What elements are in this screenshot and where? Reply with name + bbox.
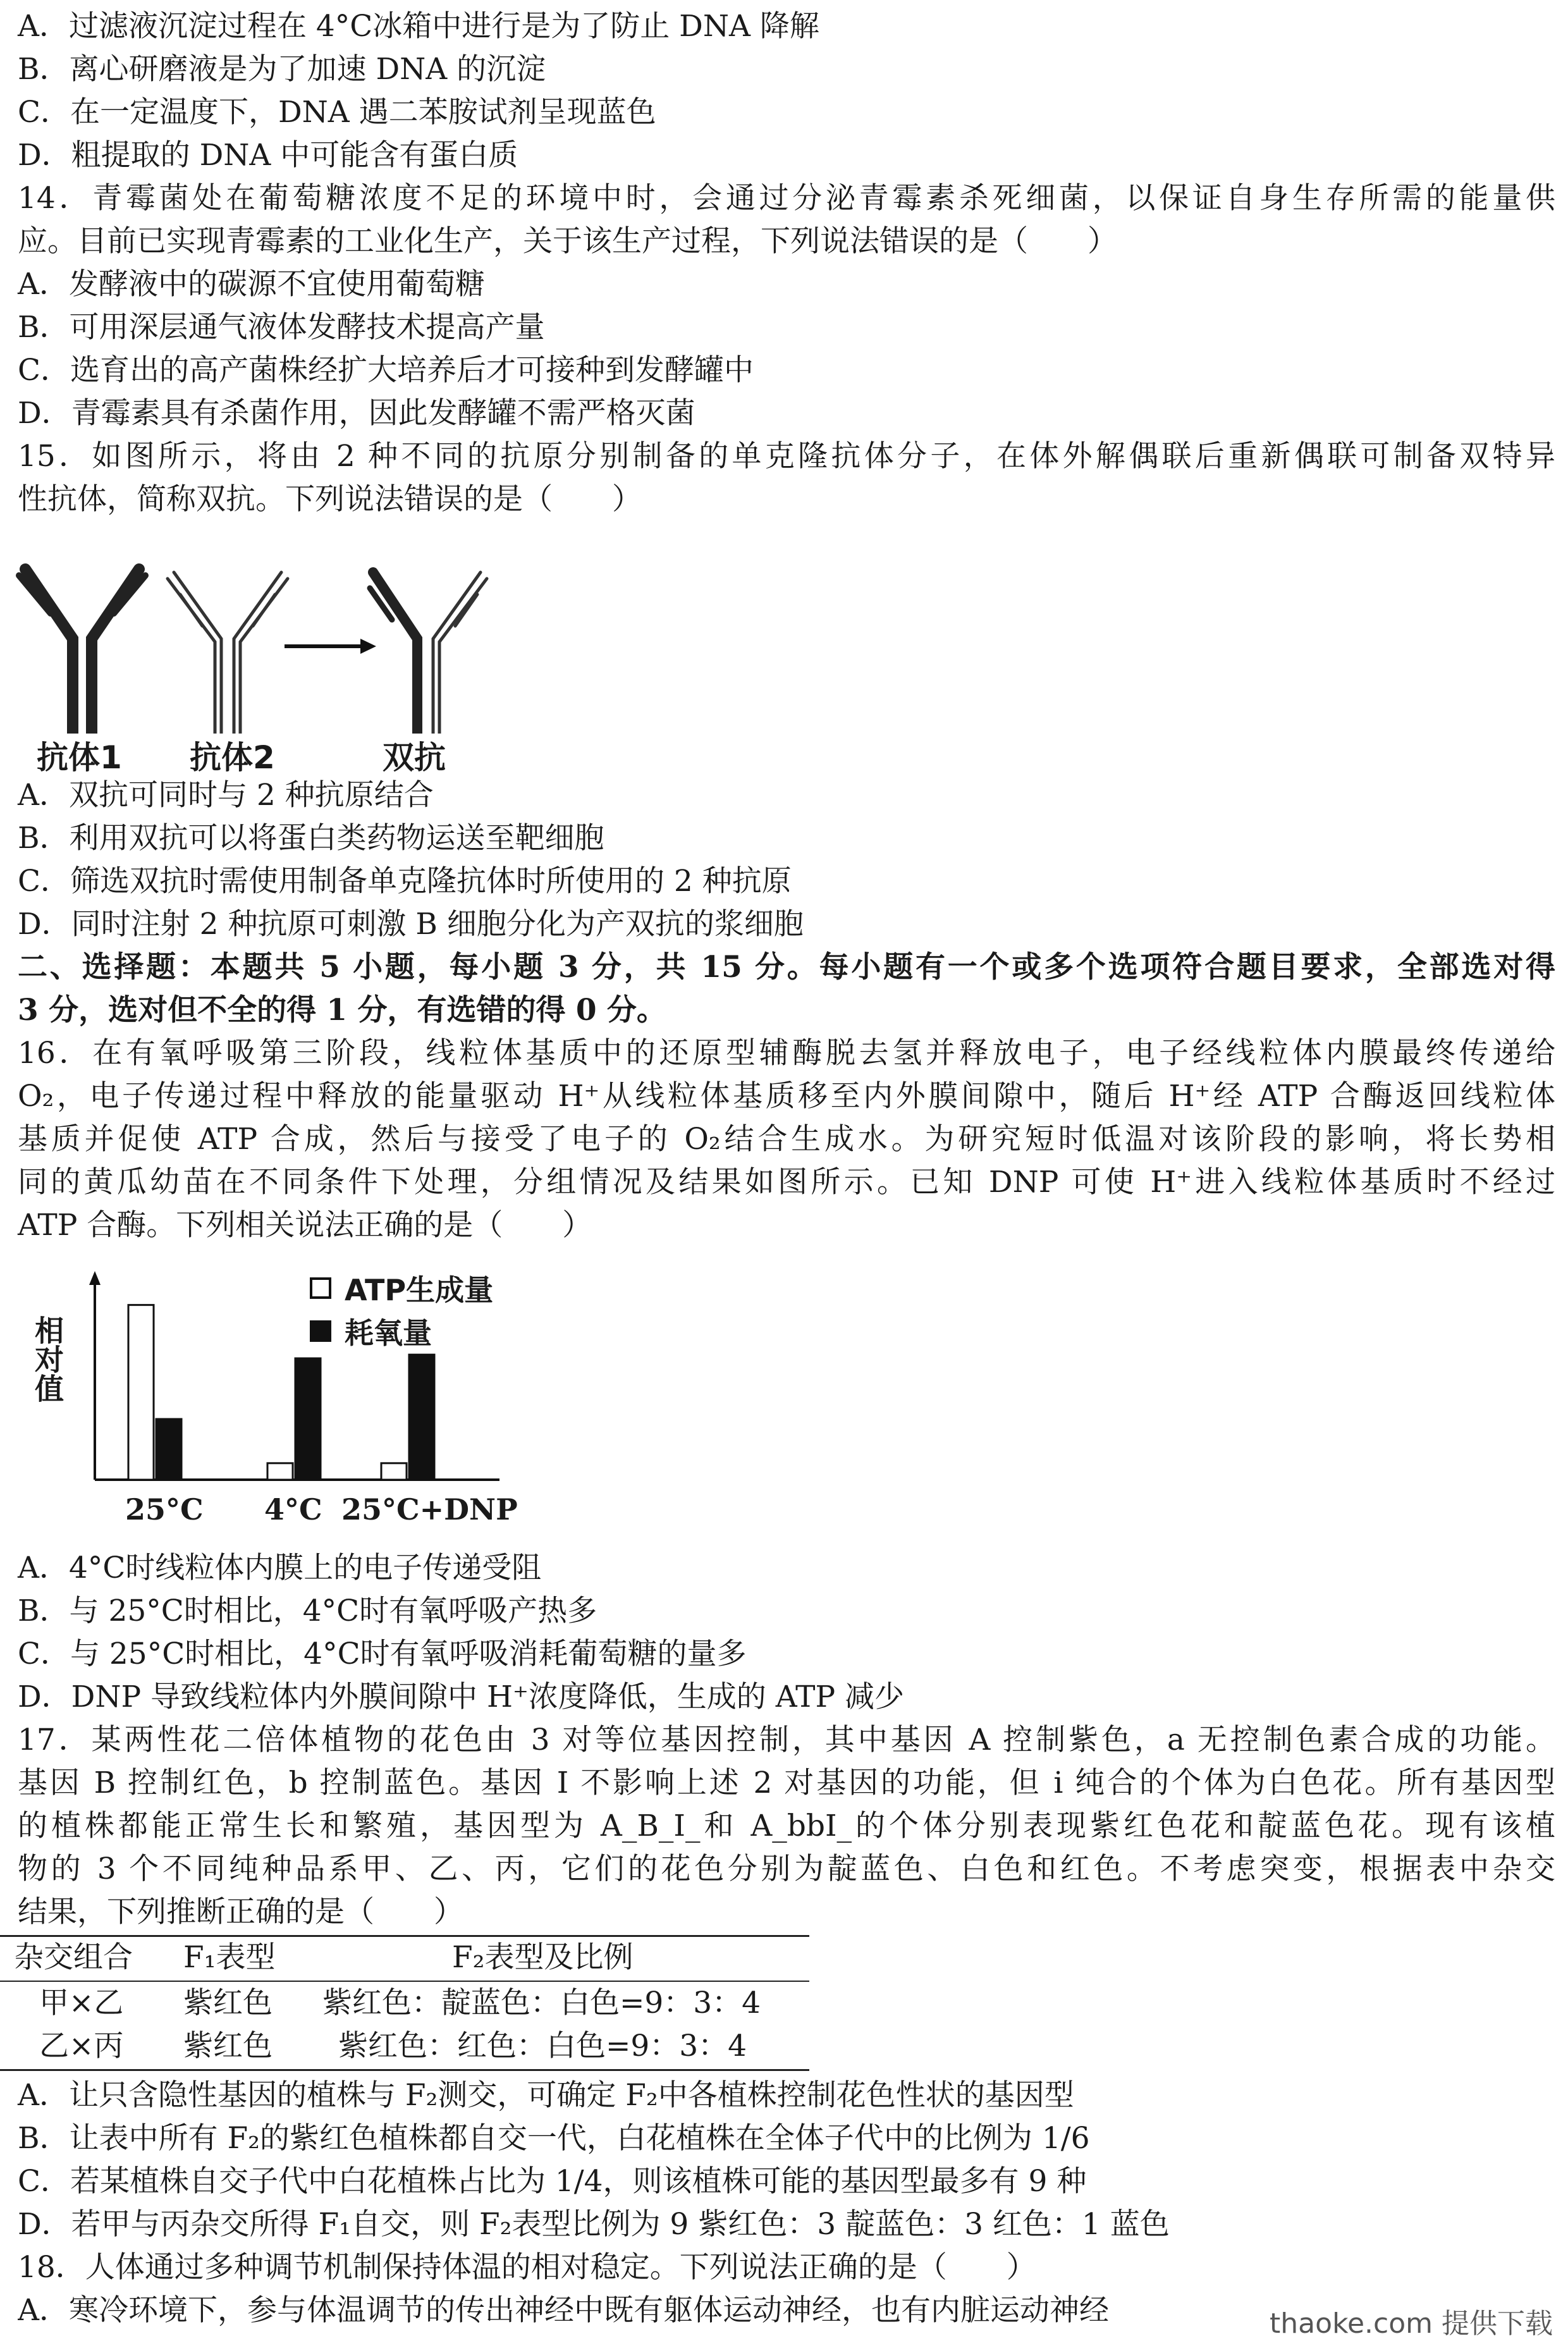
q13-option-b: B．离心研磨液是为了加速 DNA 的沉淀 [18,52,546,87]
y-axis-label: 相对值 [30,1315,64,1403]
arrow-right-icon [285,639,376,654]
bar-oxygen-2 [409,1355,434,1480]
section-2-heading-line-1: 二、选择题：本题共 5 小题，每小题 3 分，共 15 分。每小题有一个或多个选项符合题目要求，全部选对得 [18,950,1555,985]
q17-stem-line-5: 结果，下列推断正确的是（ ） [18,1895,463,1929]
q16-option-c: C．与 25°C时相比，4°C时有氧呼吸消耗葡萄糖的量多 [18,1637,747,1671]
bispecific-label: 双抗 [383,739,446,776]
q17-stem-line-4: 物的 3 个不同纯种品系甲、乙、丙，它们的花色分别为靛蓝色、白色和红色。不考虑突变，根据表中杂交 [18,1852,1555,1886]
q15-stem-line-1: 15．如图所示，将由 2 种不同的抗原分别制备的单克隆抗体分子，在体外解偶联后重新偶联可制备双特异 [18,439,1555,474]
table-header-f2: F₂表型及比例 [452,1940,634,1975]
q18-option-a: A．寒冷环境下，参与体温调节的传出神经中既有躯体运动神经，也有内脏运动神经 [18,2293,1109,2328]
table-row-1-f1: 紫红色 [183,1986,273,2020]
q14-stem-line-1: 14．青霉菌处在葡萄糖浓度不足的环境中时，会通过分泌青霉素杀死细菌，以保证自身生存所需的能量供 [18,181,1555,216]
table-top-rule [0,1935,809,1937]
q15-option-a: A．双抗可同时与 2 种抗原结合 [18,778,434,813]
q16-stem-line-4: 同的黄瓜幼苗在不同条件下处理，分组情况及结果如图所示。已知 DNP 可使 H⁺进入线粒体基质时不经过 [18,1165,1555,1200]
y-axis-arrow [89,1271,101,1285]
table-row-1-f2: 紫红色：靛蓝色：白色=9：3：4 [322,1986,761,2020]
q14-option-c: C．选育出的高产菌株经扩大培养后才可接种到发酵罐中 [18,353,754,388]
q17-option-b: B．让表中所有 F₂的紫红色植株都自交一代，白花植株在全体子代中的比例为 1/6 [18,2121,1090,2156]
q16-option-b: B．与 25°C时相比，4°C时有氧呼吸产热多 [18,1594,597,1628]
legend-label-atp: ATP生成量 [345,1273,494,1307]
section-2-heading-line-2: 3 分，选对但不全的得 1 分，有选错的得 0 分。 [18,993,666,1028]
bar-atp-1 [267,1463,293,1480]
q15-option-c: C．筛选双抗时需使用制备单克隆抗体时所使用的 2 种抗原 [18,864,792,899]
q16-bar-chart [13,1258,531,1543]
legend-swatch-atp [310,1277,331,1299]
q13-option-d: D．粗提取的 DNA 中可能含有蛋白质 [18,138,518,173]
x-tick-25c-dnp: 25°C+DNP [341,1492,518,1527]
q16-stem-line-2: O₂，电子传递过程中释放的能量驱动 H⁺从线粒体基质移至内外膜间隙中，随后 H⁺经 ATP 合酶返回线粒体 [18,1079,1555,1114]
q16-stem-line-1: 16．在有氧呼吸第三阶段，线粒体基质中的还原型辅酶脱去氢并释放电子，电子经线粒体内膜最终传递给 [18,1036,1555,1071]
q17-stem-line-3: 的植株都能正常生长和繁殖，基因型为 A_B_I_和 A_bbI_的个体分别表现紫红色花和靛蓝色花。现有该植 [18,1809,1555,1843]
bar-atp-2 [381,1463,407,1480]
bar-atp-0 [128,1305,154,1480]
table-header-f1: F₁表型 [183,1940,276,1975]
x-tick-25c: 25°C [125,1492,204,1527]
q15-option-b: B．利用双抗可以将蛋白类药物运送至靶细胞 [18,821,604,856]
antibody-2-label: 抗体2 [190,739,275,776]
antibody-figure [13,544,506,734]
q16-option-d: D．DNP 导致线粒体内外膜间隙中 H⁺浓度降低，生成的 ATP 减少 [18,1680,905,1714]
watermark-text: thaoke.com 提供下载 [1270,2307,1553,2340]
table-header-cross: 杂交组合 [14,1940,133,1975]
legend-label-oxygen: 耗氧量 [345,1316,432,1350]
table-row-2-f1: 紫红色 [183,2029,273,2063]
table-row-2-cross: 乙×丙 [39,2029,124,2063]
q16-stem-line-5: ATP 合酶。下列相关说法正确的是（ ） [18,1208,592,1243]
table-row-1-cross: 甲×乙 [39,1986,124,2020]
antibody-1-shape [19,569,145,734]
x-tick-4c: 4°C [264,1492,322,1527]
table-bottom-rule [0,2069,809,2071]
table-row-2-f2: 紫红色：红色：白色=9：3：4 [338,2029,747,2063]
q14-option-d: D．青霉素具有杀菌作用，因此发酵罐不需严格灭菌 [18,396,695,431]
q15-stem-line-2: 性抗体，简称双抗。下列说法错误的是（ ） [18,482,642,517]
q17-option-c: C．若某植株自交子代中白花植株占比为 1/4，则该植株可能的基因型最多有 9 种 [18,2164,1087,2199]
legend-swatch-oxygen [310,1320,331,1342]
q14-option-b: B．可用深层通气液体发酵技术提高产量 [18,310,545,345]
q16-option-a: A．4°C时线粒体内膜上的电子传递受阻 [18,1551,542,1585]
q14-stem-line-2: 应。目前已实现青霉素的工业化生产，关于该生产过程，下列说法错误的是（ ） [18,224,1117,259]
q15-option-d: D．同时注射 2 种抗原可刺激 B 细胞分化为产双抗的浆细胞 [18,907,804,942]
antibody-2-shape [168,572,288,734]
table-header-rule [0,1981,809,1982]
q14-option-a: A．发酵液中的碳源不宜使用葡萄糖 [18,267,485,302]
bar-oxygen-1 [295,1358,321,1480]
bispecific-antibody-shape [370,572,487,734]
q13-option-a: A．过滤液沉淀过程在 4°C冰箱中进行是为了防止 DNA 降解 [18,9,819,44]
q17-option-d: D．若甲与丙杂交所得 F₁自交，则 F₂表型比例为 9 紫红色：3 靛蓝色：3 红色：1 蓝色 [18,2207,1170,2242]
q17-option-a: A．让只含隐性基因的植株与 F₂测交，可确定 F₂中各植株控制花色性状的基因型 [18,2078,1074,2113]
q17-stem-line-1: 17．某两性花二倍体植物的花色由 3 对等位基因控制，其中基因 A 控制紫色，a 无控制色素合成的功能。 [18,1723,1555,1757]
q18-stem: 18．人体通过多种调节机制保持体温的相对稳定。下列说法正确的是（ ） [18,2250,1036,2285]
q13-option-c: C．在一定温度下，DNA 遇二苯胺试剂呈现蓝色 [18,95,656,130]
bar-oxygen-0 [156,1419,181,1480]
q17-stem-line-2: 基因 B 控制红色，b 控制蓝色。基因 I 不影响上述 2 对基因的功能，但 i 纯合的个体为白色花。所有基因型 [18,1766,1555,1800]
q16-stem-line-3: 基质并促使 ATP 合成，然后与接受了电子的 O₂结合生成水。为研究短时低温对该阶段的影响，将长势相 [18,1122,1555,1157]
antibody-1-label: 抗体1 [37,739,122,776]
q17-cross-table [0,1935,809,2072]
